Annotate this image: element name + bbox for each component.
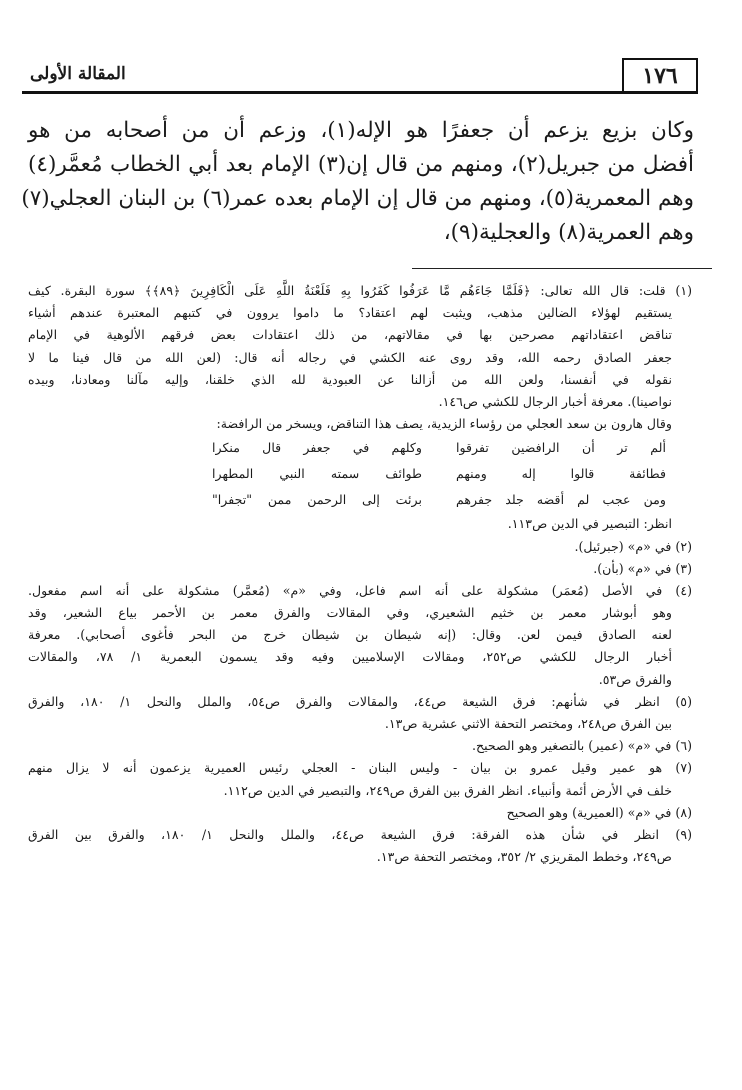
page-number: ١٧٦ xyxy=(622,58,698,92)
poem-verse xyxy=(28,461,666,487)
poem-hemistich: وكلهم في جعفر قال منكرا xyxy=(212,440,422,456)
footnote-4-line: وهو أبوشار معمر بن خثيم الشعيري، وفي المقالات والفرق معمر بن الأحمر بياع الشعير، وقد xyxy=(28,605,672,621)
main-text-line: وكان بزيع يزعم أن جعفرًا هو الإله(١)، وزعم أن من أصحابه من هو xyxy=(28,118,694,143)
footnote-2: (٢) في «م» (جبرئيل). xyxy=(574,538,692,554)
poem-hemistich: ومن عجب لم أقضه جلد جفرهم xyxy=(456,492,666,508)
footnote-8: (٨) في «م» (العميرية) وهو الصحيح xyxy=(506,804,692,820)
footnote-3: (٣) في «م» (بأن). xyxy=(593,560,692,576)
footnote-1-line: وقال هارون بن سعد العجلي من رؤساء الزيدية، يصف هذا التناقض، ويسخر من الرافضة: xyxy=(216,416,672,432)
footnote-9-line: (٩) انظر في شأن هذه الفرقة: فرق الشيعة ص٤٤، والملل والنحل ١/ ١٨٠، والفرق بين الفرق xyxy=(28,826,693,842)
running-title: المقالة الأولى xyxy=(30,64,126,84)
footnote-7-line: خلف في الأرض أئمة وأنبياء. انظر الفرق بين الفرق ص٢٤٩، والتبصير في الدين ص١١٢. xyxy=(223,782,672,798)
footnote-7-line: (٧) هو عمير وقيل عمرو بن بيان - وليس البنان - العجلي رئيس العميرية يزعمون أنه لا يزال منهم xyxy=(28,760,692,776)
main-text xyxy=(21,114,694,250)
poem-hemistich: ألم تر أن الرافضين تفرقوا xyxy=(456,440,666,456)
poem-hemistich: برئت إلى الرحمن ممن "تجفرا" xyxy=(212,492,422,508)
poem xyxy=(28,435,692,513)
footnote-1-line: جعفر الصادق رحمه الله، وقد روى عنه الكشي في رجاله أنه قال: (لعن الله من قال فينا ما لا xyxy=(28,349,672,365)
footnote-1-line: نقوله في أنفسنا، ولعن الله من أزالنا عن العبودية لله الذي خلقنا، وإليه مآلنا ومعادنا، وبيده xyxy=(28,371,672,387)
footnote-1-line: يستقيم لهؤلاء الضالين مذهب، ويثبت لهم اعتقاد؟ ما داموا يروون في كتبهم المعتبرة عندهم أشياء xyxy=(28,305,672,321)
poem-hemistich: طوائف سمته النبي المطهرا xyxy=(212,466,422,482)
main-text-line: وهم العمرية(٨) والعجلية(٩)، xyxy=(443,220,694,245)
footnote-6: (٦) في «م» (عمير) بالتصغير وهو الصحيح. xyxy=(472,738,692,754)
footnote-5-line: (٥) انظر في شأنهم: فرق الشيعة ص٤٤، والمقالات والفرق ص٥٤، والملل والنحل ١/ ١٨٠، والفرق xyxy=(28,693,692,709)
main-text-line: أفضل من جبريل(٢)، ومنهم من قال إن(٣) الإمام بعد أبي الخطاب مُعمَّر(٤) xyxy=(28,152,694,177)
page-header xyxy=(22,56,698,94)
main-text-line: وهم المعمرية(٥)، ومنهم من قال إن الإمام بعده عمر(٦) بن البنان العجلي(٧) xyxy=(21,186,694,211)
footnote-1-line: انظر: التبصير في الدين ص١١٣. xyxy=(507,516,672,532)
poem-hemistich: فطائفة قالوا إله ومنهم xyxy=(456,466,666,482)
header-rule xyxy=(22,91,698,94)
footnote-4-line: والفرق ص٥٣. xyxy=(598,671,672,687)
footnote-4-line: لعنه الصادق فيمن لعن. وقال: (إنه شيطان بن شيطان خرج من البحر فأغوى أصحابي). معرفة xyxy=(28,627,672,643)
footnote-4-line: (٤) في الأصل (مُعمَر) مشكولة على أنه اسم فاعل، وفي «م» (مُعمَّر) مشكولة على أنه اسم مفعول. xyxy=(28,582,692,598)
footnotes xyxy=(28,280,692,868)
footnote-1-line: نواصينا). معرفة أخبار الرجال للكشي ص١٤٦. xyxy=(438,393,672,409)
poem-verse xyxy=(28,487,666,513)
footnote-1-line: (١) قلت: قال الله تعالى: ﴿فَلَمَّا جَاءَهُم مَّا عَرَفُوا كَفَرُوا بِهِ فَلَعْنَةُ اللَّهِ عَلَى الْكَافِرِينَ ﴿٨٩﴾﴾ سورة البقرة. كيف xyxy=(28,283,692,298)
footnote-4-line: أخبار الرجال للكشي ص٢٥٢، ومقالات الإسلاميين وفيه وقد يسمون البعمرية ١/ ٧٨، والمقالات xyxy=(28,649,673,665)
footnote-5-line: بين الفرق ص٢٤٨، ومختصر التحفة الاثني عشرية ص١٣. xyxy=(384,716,672,731)
footnote-separator xyxy=(412,268,712,269)
footnote-1-line: تناقض اعتقاداتهم مصرحين بها في مقالاتهم، من ذلك اعتقادات بعض فرقهم الألوهية في الإمام xyxy=(28,327,672,343)
footnote-9-line: ص٢٤٩، وخطط المقريزي ٢/ ٣٥٢، ومختصر التحفة ص١٣. xyxy=(376,849,672,865)
poem-verse xyxy=(28,435,666,461)
